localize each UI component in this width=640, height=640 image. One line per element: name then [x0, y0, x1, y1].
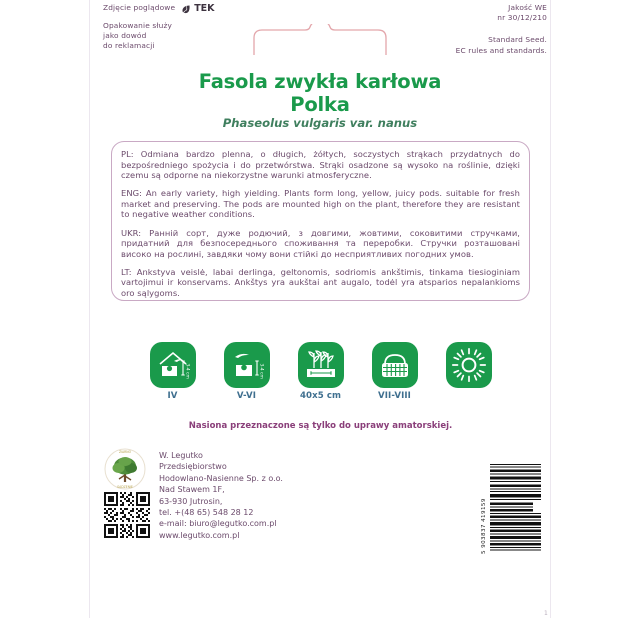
harvest-basket-icon — [372, 342, 418, 388]
spacing-label: 40x5 cm — [299, 391, 342, 401]
product-title-line-2: Polka — [290, 93, 350, 116]
corner-mark: 1 — [544, 610, 548, 617]
harvest-label: VII-VIII — [378, 391, 411, 401]
company-email: e-mail: biuro@legutko.com.pl — [159, 519, 277, 529]
cultivation-icon-row — [111, 342, 530, 404]
company-line-2: Przedsiębiorstwo — [159, 462, 227, 472]
icon-cell-spacing — [298, 342, 344, 404]
sun-full-icon — [446, 342, 492, 388]
ziarno-sadzenie-tree-logo — [104, 448, 146, 490]
description-lt: LT: Ankstyva veislė, labai derlinga, geltonomis, sodriomis ankštimis, tinkama tiesioginiam vartojimui ir konservams. Ankštys yra aukštai ant augalo, todėl yra atsparios nepalankioms oro sąlygoms. — [121, 266, 520, 299]
sowing-under-cover-label: IV — [167, 391, 178, 401]
page-title — [100, 70, 540, 116]
svg-text:ZIARNO: ZIARNO — [118, 450, 132, 454]
sowing-outdoors-label: V-VI — [236, 391, 257, 401]
header-left — [103, 3, 253, 52]
description-pl: PL: Odmiana bardzo plenna, o długich, żółtych, soczystych strąkach przydatnych do bezpośredniego spożycia i do przetwórstwa. Strąki osadzone są wysoko na roślinie, dzięki czemu są odporne na niekorzystne warunki atmosferyczne. — [121, 149, 520, 181]
description-ukr: UKR: Ранній сорт, дуже родючий, з довгими, жовтими, соковитими стручками, придатний для безпосереднього споживання та переробки. Стручки розташовані високо на рослині, завдяки чому вони стійкі до несприятливих погодних умов. — [121, 227, 520, 259]
sowing-outdoors-icon — [224, 342, 270, 388]
product-title-line-1: Fasola zwykła karłowa — [198, 70, 442, 93]
icon-cell-sun — [446, 342, 492, 404]
svg-text:3-4 cm: 3-4 cm — [183, 363, 189, 379]
company-line-4: Nad Stawem 1F, — [159, 485, 225, 495]
svg-text:SADZENIE: SADZENIE — [117, 485, 133, 489]
quality-line-2: nr 30/12/210 — [497, 13, 547, 23]
company-website[interactable]: www.legutko.com.pl — [159, 530, 240, 540]
svg-text:3-4 cm: 3-4 cm — [257, 363, 263, 379]
description-box — [111, 141, 530, 301]
company-address — [159, 450, 379, 541]
tek-mark — [181, 3, 214, 14]
barcode-digits: 5 903837 419159 — [481, 498, 487, 554]
amateur-cultivation-note: Nasiona przeznaczone są tylko do uprawy amatorskiej. — [188, 421, 453, 431]
quality-line-1: Jakość WE — [508, 3, 547, 12]
hanger-die-cut — [253, 24, 387, 56]
icon-cell-sowing-under-cover — [150, 342, 196, 404]
latin-name: Phaseolus vulgaris var. nanus — [222, 116, 418, 130]
ean13-barcode — [481, 462, 541, 554]
company-phone: tel. +(48 65) 548 28 12 — [159, 508, 254, 518]
page-edge-right — [550, 0, 551, 618]
qr-code[interactable] — [104, 492, 150, 538]
leaf-icon — [181, 4, 191, 14]
company-line-3: Hodowlano-Nasienne Sp. z o.o. — [159, 473, 283, 483]
packaging-note-line-2: jako dowód — [103, 31, 147, 41]
company-line-1: W. Legutko — [159, 451, 203, 460]
standard-seed-line-1: Standard Seed. — [488, 35, 547, 45]
standard-seed-line-2: EC rules and standards. — [455, 45, 547, 55]
header-right — [400, 3, 547, 56]
company-line-5: 63-930 Jutrosin, — [159, 496, 223, 506]
packaging-note-line-3: do reklamacji — [103, 41, 155, 51]
icon-cell-harvest — [372, 342, 418, 404]
packaging-note-line-1: Opakowanie służy — [103, 21, 173, 30]
sowing-under-cover-icon — [150, 342, 196, 388]
illustrative-photo-note: Zdjęcie poglądowe — [103, 3, 176, 13]
spacing-icon — [298, 342, 344, 388]
tek-label: TEK — [194, 3, 215, 14]
icon-cell-sowing-outdoors — [224, 342, 270, 404]
description-eng: ENG: An early variety, high yielding. Plants form long, yellow, juicy pods. suitable for fresh market and preserving. The pods are mounted high on the plant, therefore they are resistant to negative weather conditions. — [121, 188, 520, 220]
